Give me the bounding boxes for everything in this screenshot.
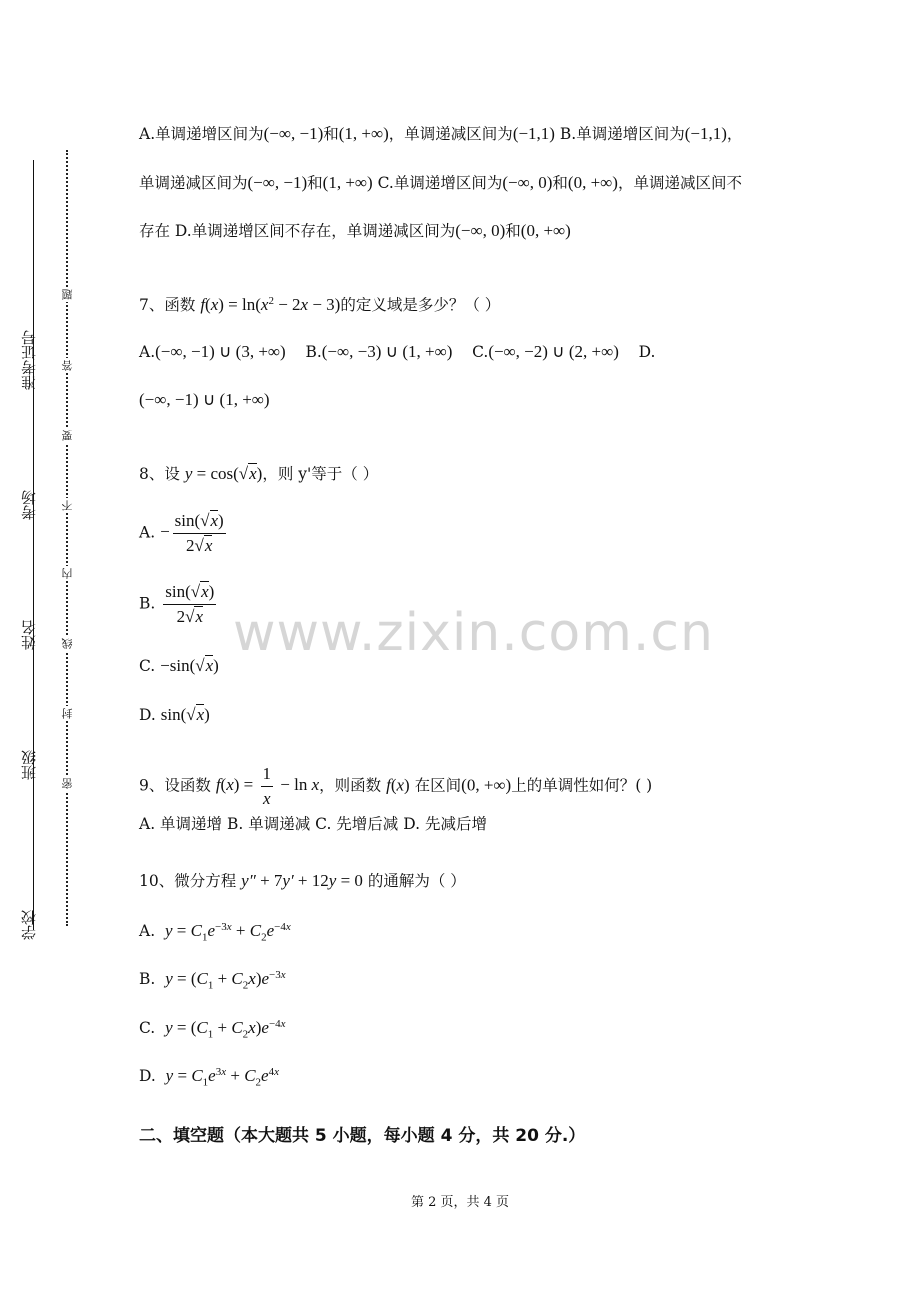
q6-options-line-2: 单调递减区间为(−∞, −1)和(1, +∞) C.单调递增区间为(−∞, 0)和(0, +∞)，单调递减区间不 (139, 173, 742, 192)
q8-option-b: B. $\frac{\sin(√x)}{2√x}$ (139, 582, 215, 626)
q7-options: A.(−∞, −1) ∪ (3, +∞) B.(−∞, −3) ∪ (1, +∞) C.(−∞, −2) ∪ (2, +∞) D. (139, 342, 656, 361)
q8-option-a: A. − $\frac{\sin(√x)}{2√x}$ (139, 511, 224, 555)
watermark: www.zixin.com.cn (233, 603, 714, 663)
section-heading-fill-in: 二、填空题（本大题共 5 小题，每小题 4 分，共 20 分.） (139, 1126, 586, 1146)
q10-option-a: A. $y = C_1e^{-3x} + C_2e^{-4x}$ (139, 921, 291, 944)
q8-option-d: D. sin(√x) (139, 705, 210, 724)
q10-option-d: D. $y = C_1e^{3x} + C_2e^{4x}$ (139, 1066, 279, 1089)
q9-options: A. 单调递增 B. 单调递减 C. 先增后减 D. 先减后增 (139, 815, 487, 833)
binding-field-name: 姓名 (20, 620, 38, 650)
seal-char: 内 (61, 568, 74, 579)
q6-options-line-3: 存在 D.单调递增区间不存在，单调递减区间为(−∞, 0)和(0, +∞) (139, 221, 571, 240)
seal-char: 不 (61, 500, 74, 511)
q8-stem: 8、设 y = cos(√x)，则 y'等于（ ） (139, 464, 379, 483)
seal-char: 密 (61, 778, 74, 789)
q6-options-line-1: A.单调递增区间为(−∞, −1)和(1, +∞)，单调递减区间为(−1,1) B.单调递增区间为(−1,1)， (139, 124, 743, 143)
q8-option-c: C. −sin(√x) (139, 656, 219, 675)
binding-field-exam-room: 考场 (20, 490, 38, 520)
q7-option-d-value: (−∞, −1) ∪ (1, +∞) (139, 390, 270, 409)
seal-char: 答 (61, 360, 74, 371)
q7-stem: 7、函数 $f(x) = \ln(x^2 - 2x - 3)$的定义域是多少？（ ） (139, 295, 501, 314)
q10-option-c: C. $y = (C_1 + C_2x)e^{-4x}$ (139, 1018, 286, 1041)
seal-char: 封 (61, 708, 74, 719)
binding-field-school: 学校 (20, 910, 38, 940)
seal-dotted-line (66, 150, 68, 926)
binding-field-class: 班级 (20, 750, 38, 780)
seal-char: 要 (61, 430, 74, 441)
binding-line (33, 160, 34, 930)
seal-char: 题 (61, 289, 74, 300)
q9-stem: 9、设函数 f(x) = $\frac{1}{x}$ − ln x，则函数 f(x) 在区间(0, +∞)上的单调性如何？( ) (139, 764, 653, 808)
page-footer: 第 2 页，共 4 页 (410, 1195, 510, 1210)
q10-stem: 10、微分方程 y″ + 7y′ + 12y = 0 的通解为（ ） (139, 871, 466, 890)
seal-char: 线 (61, 638, 74, 649)
q10-option-b: B. $y = (C_1 + C_2x)e^{-3x}$ (139, 969, 286, 992)
binding-field-exam-id: 准考证号 (20, 330, 38, 390)
